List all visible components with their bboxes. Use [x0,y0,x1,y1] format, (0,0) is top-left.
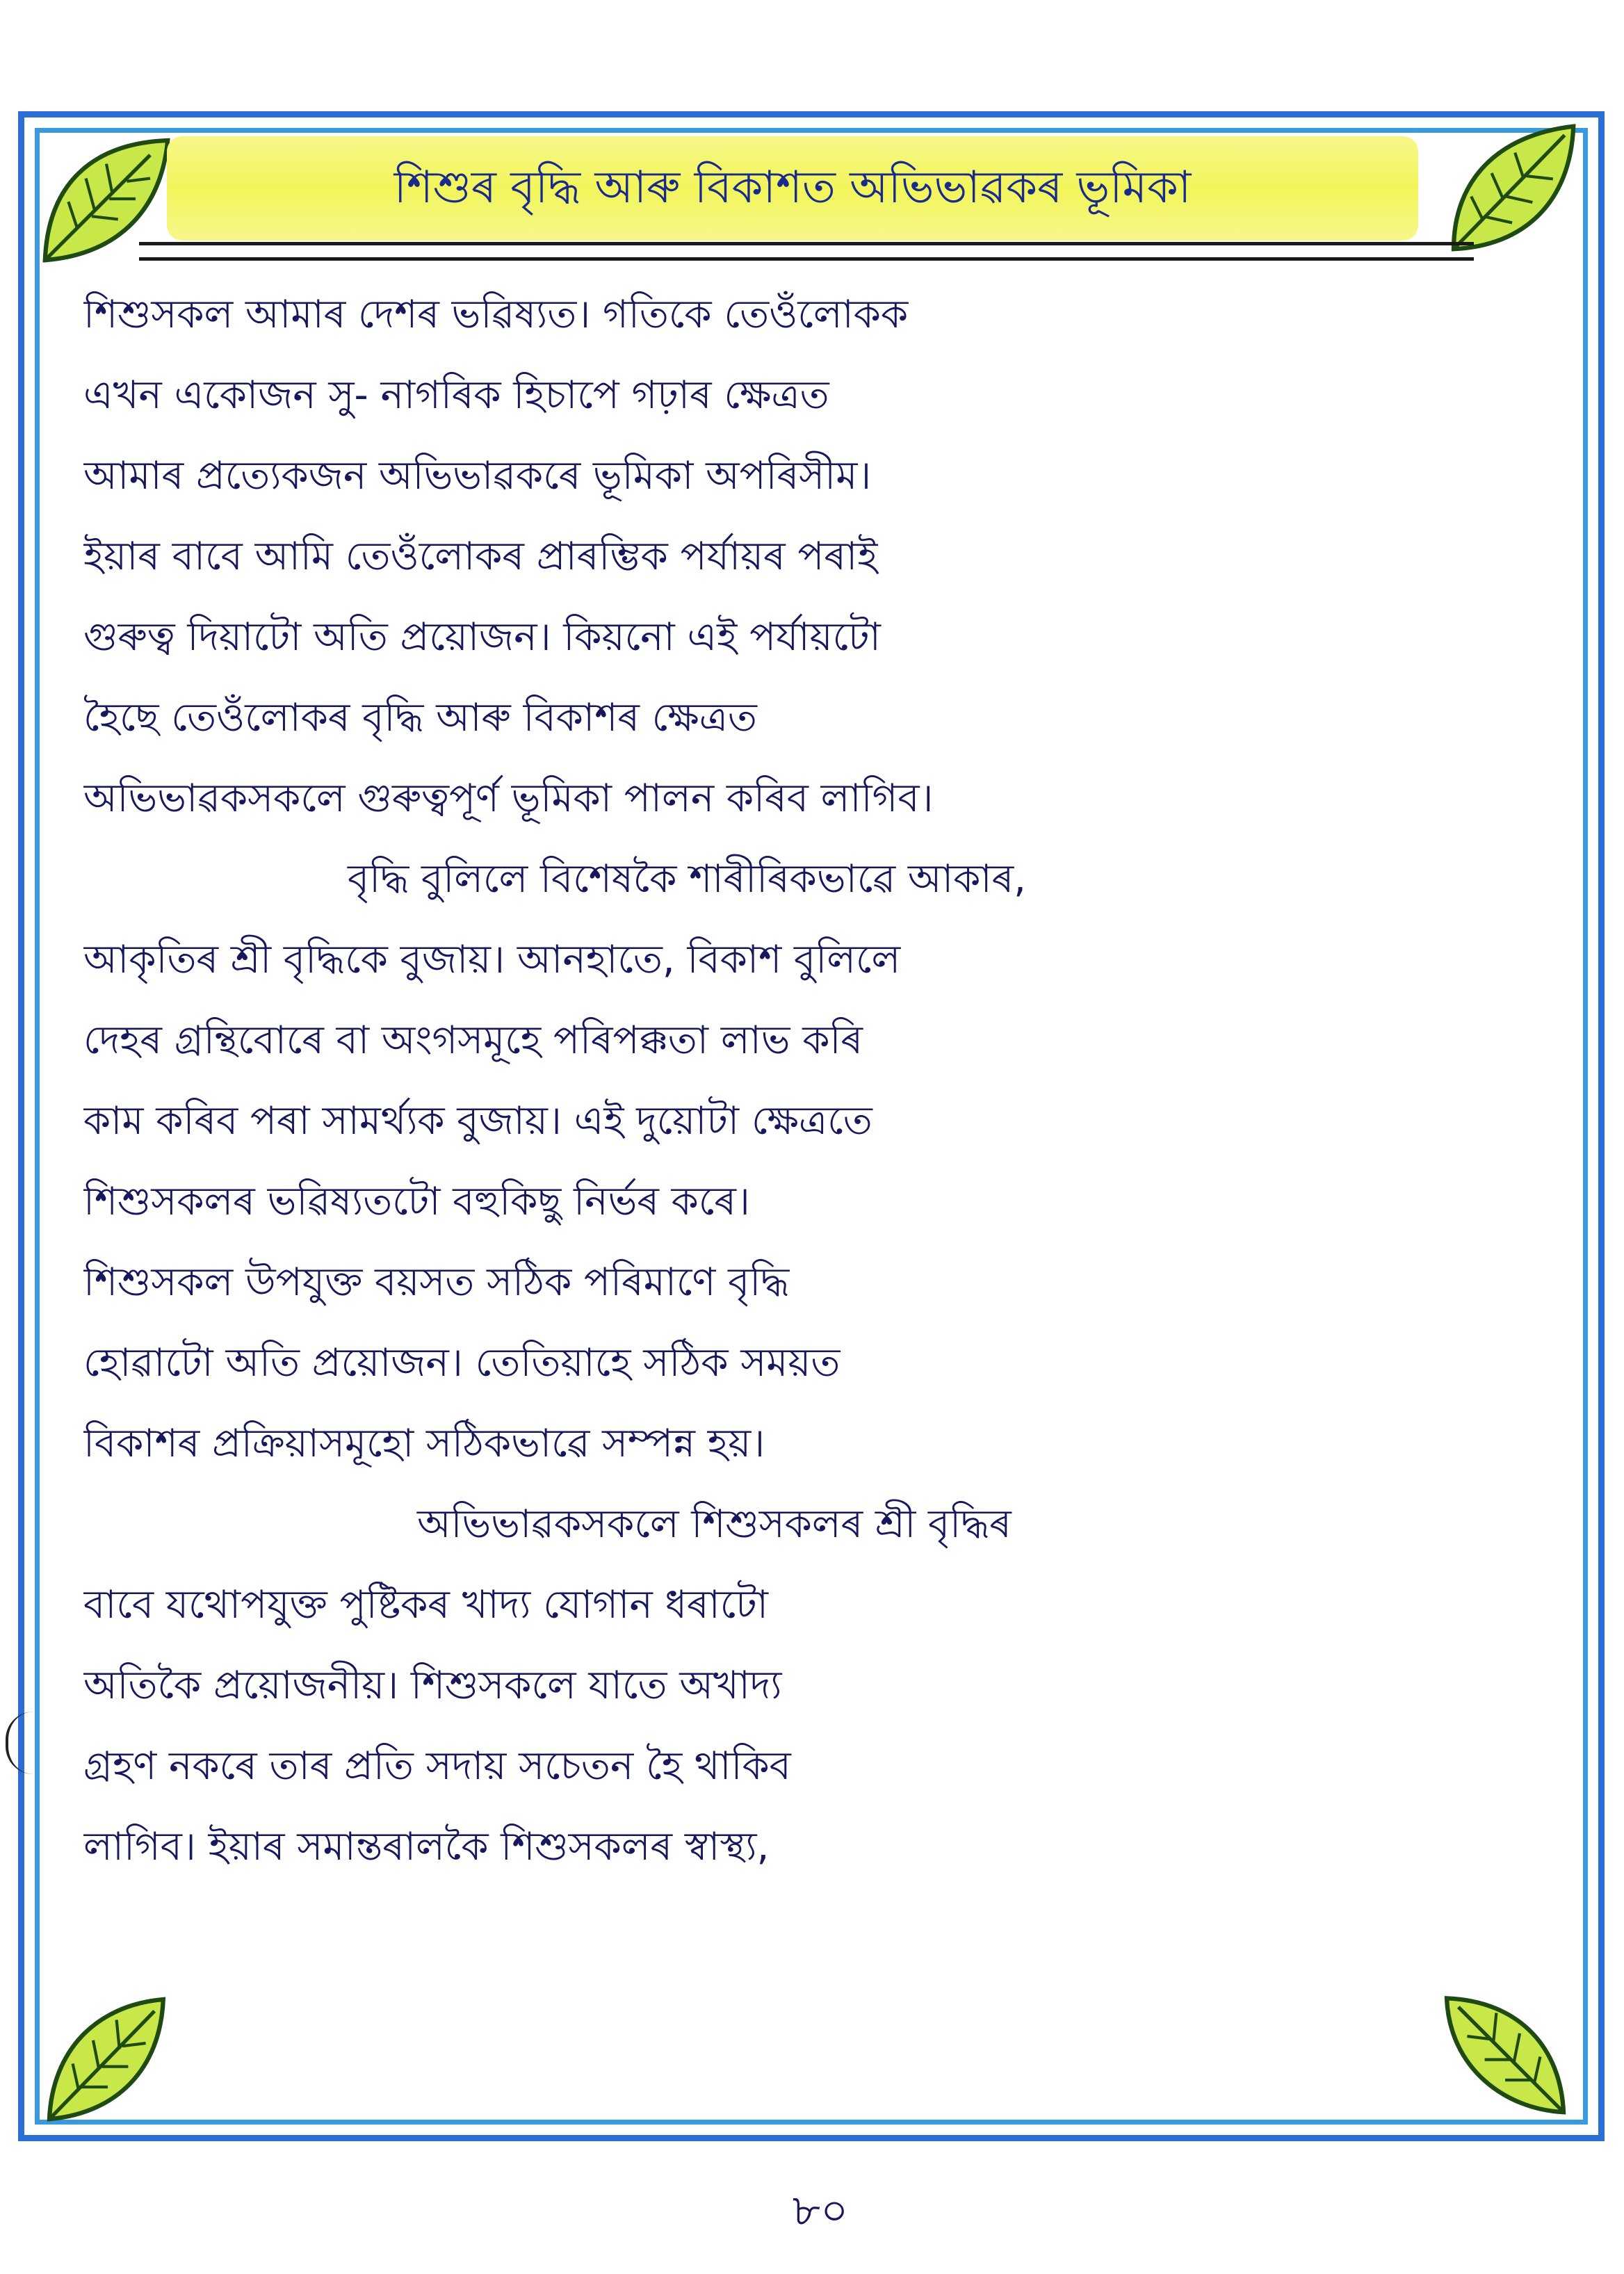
text-line: অভিভাৱকসকলে শিশুসকলৰ শ্ৰী বৃদ্ধিৰ [417,1502,1012,1547]
leaf-icon [1439,111,1585,264]
text-line: গ্ৰহণ নকৰে তাৰ প্ৰতি সদায় সচেতন হৈ থাকিব [83,1744,791,1789]
text-line: ইয়াৰ বাবে আমি তেওঁলোকৰ প্ৰাৰম্ভিক পৰ্যায়ৰ পৰাই [83,534,878,579]
leaf-icon [33,122,179,275]
text-line: বাবে যথোপযুক্ত পুষ্টিকৰ খাদ্য যোগান ধৰাটো [83,1582,769,1627]
text-line: হোৱাটো অতি প্ৰয়োজন। তেতিয়াহে সঠিক সময়ত [83,1340,841,1386]
text-line: আকৃতিৰ শ্ৰী বৃদ্ধিকে বুজায়। আনহাতে, বিকাশ বুলিলে [83,937,901,982]
page-title: শিশুৰ বৃদ্ধি আৰু বিকাশত অভিভাৱকৰ ভূমিকা [393,162,1192,213]
text-line: কাম কৰিব পৰা সামৰ্থ্যক বুজায়। এই দুয়োটা ক্ষেত্ৰতে [83,1098,872,1144]
leaf-icon [35,1981,181,2134]
text-line: শিশুসকল আমাৰ দেশৰ ভৱিষ্যত। গতিকে তেওঁলোকক [83,292,909,337]
handwritten-body [83,275,1543,1887]
text-line: গুৰুত্ব দিয়াটো অতি প্ৰয়োজন। কিয়নো এই পৰ্যায়টো [83,615,881,660]
margin-bracket [6,1712,33,1774]
text-line: হৈছে তেওঁলোকৰ বৃদ্ধি আৰু বিকাশৰ ক্ষেত্ৰত [83,695,757,740]
text-line: শিশুসকলৰ ভৱিষ্যতটো বহুকিছু নিৰ্ভৰ কৰে। [83,1179,750,1224]
title-underline [139,242,1474,245]
text-line: বৃদ্ধি বুলিলে বিশেষকৈ শাৰীৰিকভাৱে আকাৰ, [348,856,1026,902]
text-line: অতিকৈ প্ৰয়োজনীয়। শিশুসকলে যাতে অখাদ্য [83,1663,782,1708]
page-number: ৮০ [792,2185,849,2236]
text-line: আমাৰ প্ৰত্যেকজন অভিভাৱকৰে ভূমিকা অপৰিসীম। [83,453,872,498]
text-line: এখন একোজন সু- নাগৰিক হিচাপে গঢ়াৰ ক্ষেত্ৰত [83,373,829,418]
text-line: অভিভাৱকসকলে গুৰুত্বপূৰ্ণ ভূমিকা পালন কৰিব লাগিব। [83,776,934,821]
text-line: লাগিব। ইয়াৰ সমান্তৰালকৈ শিশুসকলৰ স্বাস্থ্য, [83,1824,770,1869]
leaf-icon [1432,1974,1578,2127]
title-underline [139,257,1474,261]
text-line: বিকাশৰ প্ৰক্ৰিয়াসমূহো সঠিকভাৱে সম্পন্ন হয়। [83,1421,765,1466]
text-line: শিশুসকল উপযুক্ত বয়সত সঠিক পৰিমাণে বৃদ্ধি [83,1260,790,1305]
text-line: দেহৰ গ্ৰন্থিবোৰে বা অংগসমূহে পৰিপক্কতা লাভ কৰি [83,1018,863,1063]
